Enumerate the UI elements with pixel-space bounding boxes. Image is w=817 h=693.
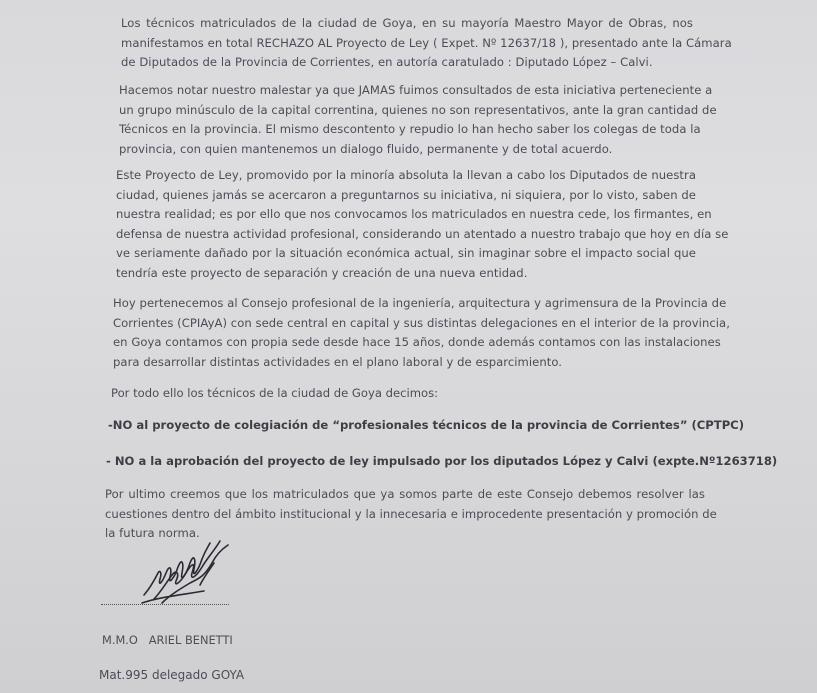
text-line: un grupo minúsculo de la capital correntina, quienes no son representativos, ante la gran cantidad de (119, 102, 717, 117)
text-line: la futura norma. (105, 526, 200, 540)
paragraph-proyecto (116, 166, 729, 283)
paragraph-rechazo (121, 14, 732, 73)
signer-registration: Mat.995 delegado GOYA (99, 668, 245, 682)
text-line: defensa de nuestra actividad profesional, considerando un atentado a nuestro trabajo que hoy en día se (116, 226, 729, 241)
text-line: ciudad, quienes jamás se acercaron a preguntarnos su iniciativa, ni siquiera, por lo visto, saben de (116, 187, 696, 202)
text-line: Este Proyecto de Ley, promovido por la minoría absoluta la llevan a cabo los Diputados de nuestra (116, 168, 696, 182)
handwritten-signature (140, 533, 240, 613)
text-line: Los técnicos matriculados de la ciudad de Goya, en su mayoría Maestro Mayor de Obras, nos (121, 16, 693, 30)
text-line: cuestiones dentro del ámbito institucional y la innecesaria e improcedente presentación y promoción de (105, 506, 717, 521)
text-line: de Diputados de la Provincia de Corrientes, en autoría caratulado : Diputado López – Calvi. (121, 55, 653, 69)
signature-line (101, 604, 229, 605)
point-no-aprobacion: - NO a la aprobación del proyecto de ley impulsado por los diputados López y Calvi (expte.Nº1263718) (106, 454, 778, 468)
paragraph-malestar (119, 81, 717, 159)
text-line: Corrientes (CPIAyA) con sede central en capital y sus distintas delegaciones en el interior de la provincia, (113, 315, 730, 330)
text-line: Hacemos notar nuestro malestar ya que JAMAS fuimos consultados de esta iniciativa perteneciente a (119, 83, 713, 97)
text-line: provincia, con quien mantenemos un dialogo fluido, permanente y de total acuerdo. (119, 141, 613, 156)
text-line: en Goya contamos con propia sede desde hace 15 años, donde además contamos con las instalaciones (113, 335, 721, 349)
text-line: ve seriamente dañado por la situación económica actual, sin imaginar sobre el impacto social que (116, 246, 696, 260)
text-line: tendría este proyecto de separación y creación de una nueva entidad. (116, 265, 528, 280)
text-line: Técnicos en la provincia. El mismo descontento y repudio lo han hecho saber los colegas de toda la (119, 122, 701, 136)
signer-name: M.M.O ARIEL BENETTI (102, 633, 233, 647)
point-no-colegiacion: -NO al proyecto de colegiación de “profesionales técnicos de la provincia de Corrientes” (CPTPC) (108, 418, 744, 432)
text-line: Por ultimo creemos que los matriculados que ya somos parte de este Consejo debemos resolver las (105, 487, 705, 501)
text-line: manifestamos en total RECHAZO AL Proyecto de Ley ( Expet. Nº 12637/18 ), presentado ante la Cámara (121, 35, 732, 50)
text-line: Hoy pertenecemos al Consejo profesional de la ingeniería, arquitectura y agrimensura de la Provincia de (113, 296, 727, 310)
text-line: para desarrollar distintas actividades en el plano laboral y de esparcimiento. (113, 354, 563, 369)
paragraph-consejo (113, 294, 730, 372)
intro-line: Por todo ello los técnicos de la ciudad de Goya decimos: (111, 386, 439, 400)
text-line: nuestra realidad; es por ello que nos convocamos los matriculados en nuestra cede, los firmantes, en (116, 207, 712, 221)
